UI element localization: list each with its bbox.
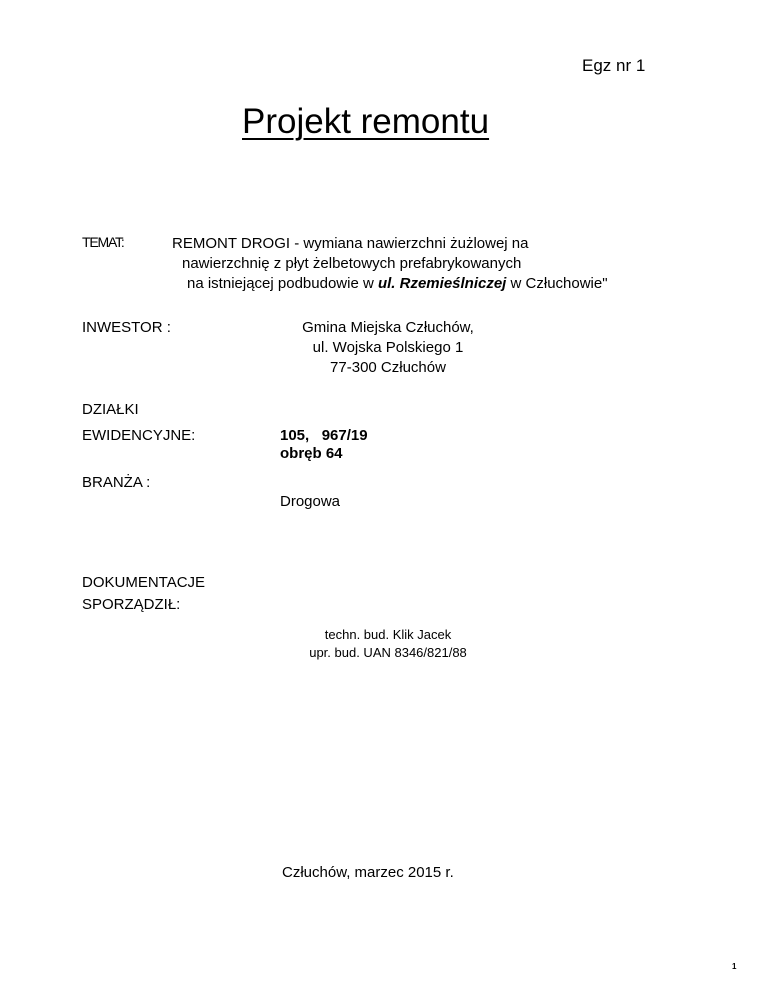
inwestor-label: INWESTOR : [82, 319, 171, 336]
page-number: 1 [732, 962, 737, 971]
branza-label: BRANŻA : [82, 474, 151, 491]
author-block [278, 626, 498, 662]
branza-value: Drogowa [280, 493, 341, 510]
author-name: techn. bud. Klik Jacek [324, 627, 452, 642]
inwestor-line-2: ul. Wojska Polskiego 1 [312, 339, 464, 356]
dokumentacje-label-2: SPORZĄDZIŁ: [82, 596, 181, 613]
obreb-value: obręb 64 [280, 445, 343, 462]
copy-number: Egz nr 1 [582, 56, 646, 75]
temat-line-3-prefix: na istniejącej podbudowie w [187, 275, 378, 292]
parcel-numbers: 105, 967/19 [280, 427, 368, 444]
dzialki-label-2: EWIDENCYJNE: [82, 427, 196, 444]
author-license: upr. bud. UAN 8346/821/88 [309, 645, 467, 660]
dokumentacje-label-1: DOKUMENTACJE [82, 574, 206, 591]
temat-line-2: nawierzchnię z płyt żelbetowych prefabrykowanych [182, 255, 522, 272]
temat-line-1: REMONT DROGI - wymiana nawierzchni żużlowej na [172, 235, 529, 252]
document-title: Projekt remontu [242, 102, 490, 141]
place-date: Człuchów, marzec 2015 r. [282, 864, 454, 881]
temat-line-3 [187, 274, 608, 294]
inwestor-address [268, 318, 508, 378]
inwestor-line-3: 77-300 Człuchów [330, 359, 446, 376]
temat-label: TEMAT: [82, 234, 124, 250]
dzialki-label-1: DZIAŁKI [82, 401, 139, 418]
temat-text [172, 234, 608, 294]
street-name: ul. Rzemieślniczej [377, 275, 507, 292]
inwestor-line-1: Gmina Miejska Człuchów, [302, 319, 474, 336]
temat-line-3-suffix: w Człuchowie" [506, 275, 608, 292]
